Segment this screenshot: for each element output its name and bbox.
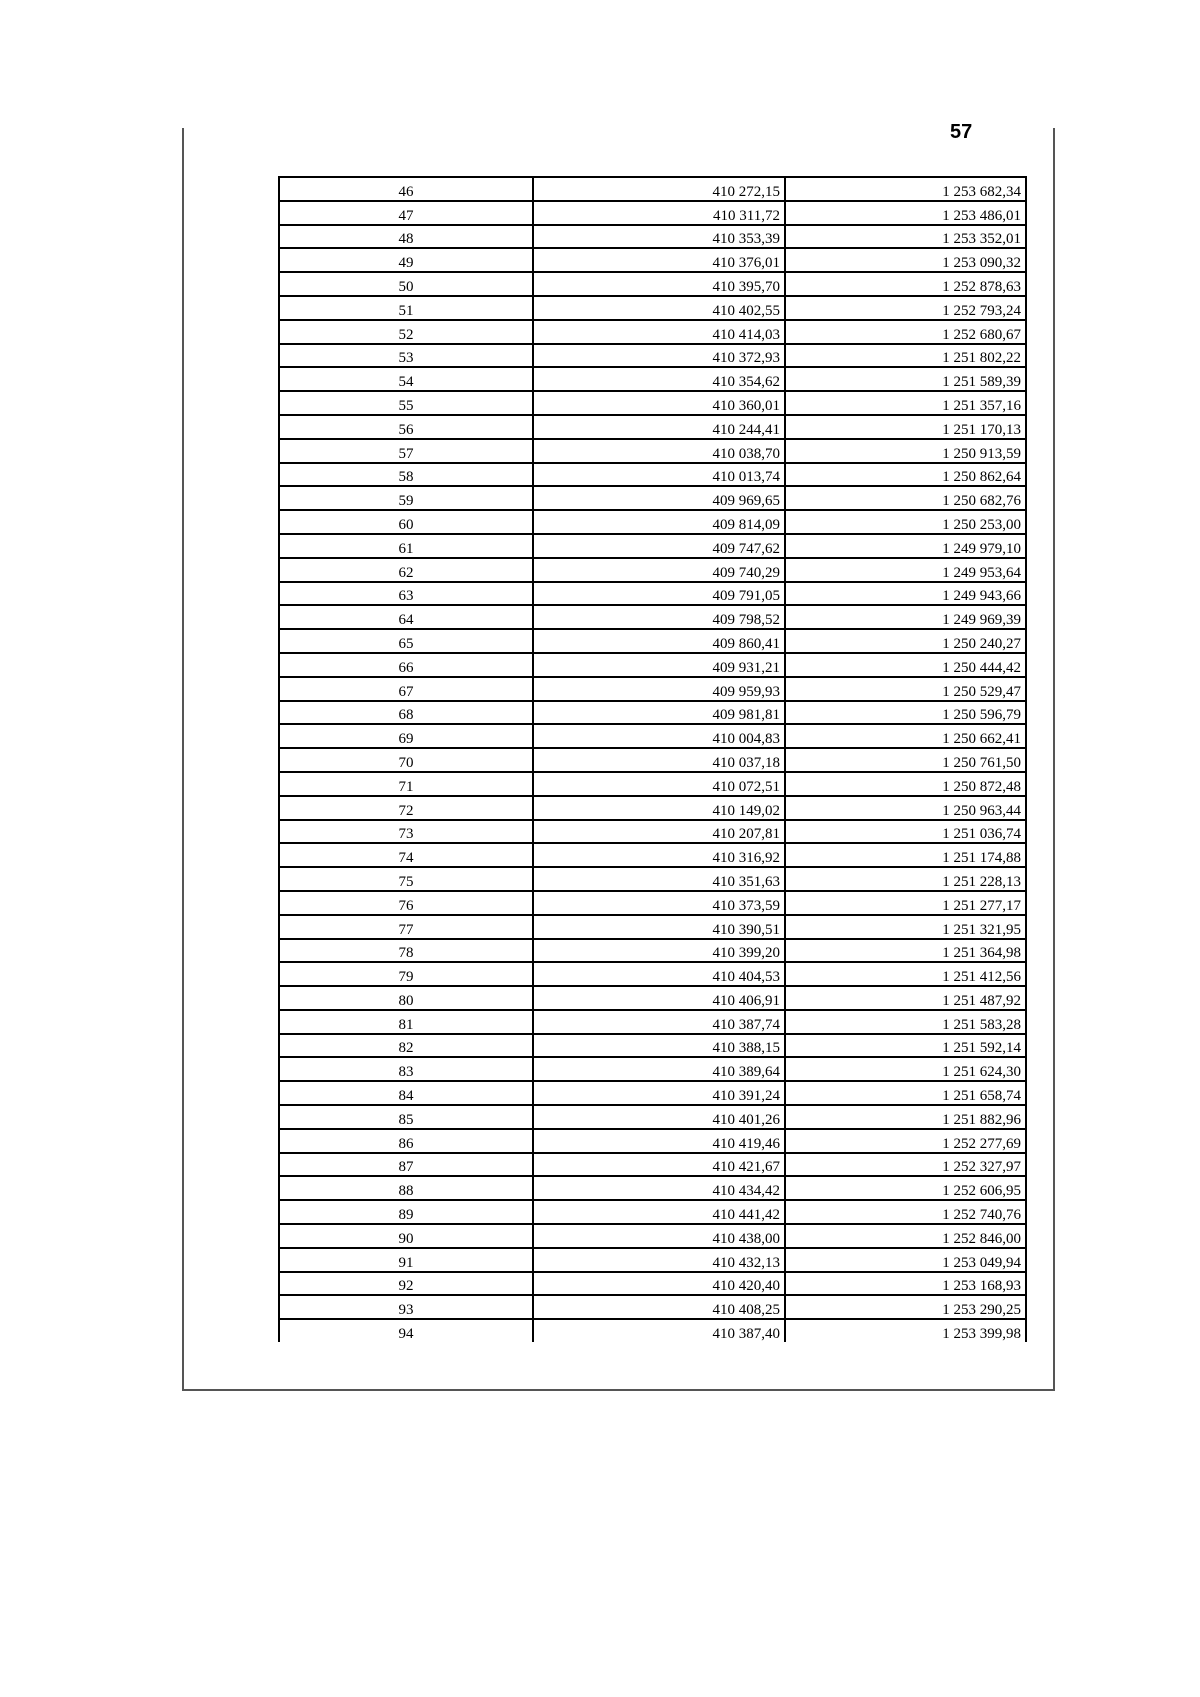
point-number-cell: 78 (279, 939, 533, 963)
point-number-cell: 48 (279, 225, 533, 249)
point-number-cell: 67 (279, 677, 533, 701)
point-number-cell: 87 (279, 1153, 533, 1177)
x-coordinate-cell: 410 419,46 (533, 1129, 785, 1153)
x-coordinate-cell: 409 740,29 (533, 558, 785, 582)
point-number-cell: 46 (279, 177, 533, 201)
point-number-cell: 64 (279, 605, 533, 629)
y-coordinate-cell: 1 252 277,69 (785, 1129, 1026, 1153)
point-number-cell: 88 (279, 1176, 533, 1200)
x-coordinate-cell: 410 037,18 (533, 748, 785, 772)
point-number-cell: 62 (279, 558, 533, 582)
x-coordinate-cell: 410 432,13 (533, 1248, 785, 1272)
x-coordinate-cell: 410 387,74 (533, 1010, 785, 1034)
y-coordinate-cell: 1 249 979,10 (785, 534, 1026, 558)
y-coordinate-cell: 1 251 802,22 (785, 344, 1026, 368)
table-row (279, 1272, 1026, 1296)
coordinates-table (278, 176, 1027, 1342)
table-row (279, 915, 1026, 939)
table-row (279, 748, 1026, 772)
table-row (279, 1105, 1026, 1129)
x-coordinate-cell: 410 004,83 (533, 724, 785, 748)
table-row (279, 391, 1026, 415)
y-coordinate-cell: 1 253 168,93 (785, 1272, 1026, 1296)
x-coordinate-cell: 409 814,09 (533, 510, 785, 534)
x-coordinate-cell: 410 395,70 (533, 272, 785, 296)
y-coordinate-cell: 1 253 399,98 (785, 1319, 1026, 1342)
y-coordinate-cell: 1 250 240,27 (785, 629, 1026, 653)
y-coordinate-cell: 1 251 624,30 (785, 1057, 1026, 1081)
y-coordinate-cell: 1 250 913,59 (785, 439, 1026, 463)
point-number-cell: 56 (279, 415, 533, 439)
table-row (279, 1200, 1026, 1224)
y-coordinate-cell: 1 251 228,13 (785, 867, 1026, 891)
x-coordinate-cell: 410 013,74 (533, 463, 785, 487)
y-coordinate-cell: 1 253 290,25 (785, 1295, 1026, 1319)
table-row (279, 701, 1026, 725)
point-number-cell: 85 (279, 1105, 533, 1129)
point-number-cell: 47 (279, 201, 533, 225)
y-coordinate-cell: 1 251 170,13 (785, 415, 1026, 439)
table-row (279, 534, 1026, 558)
table-row (279, 248, 1026, 272)
x-coordinate-cell: 410 149,02 (533, 796, 785, 820)
point-number-cell: 90 (279, 1224, 533, 1248)
y-coordinate-cell: 1 252 606,95 (785, 1176, 1026, 1200)
x-coordinate-cell: 410 372,93 (533, 344, 785, 368)
y-coordinate-cell: 1 250 862,64 (785, 463, 1026, 487)
table-row (279, 582, 1026, 606)
table-row (279, 1129, 1026, 1153)
y-coordinate-cell: 1 250 872,48 (785, 772, 1026, 796)
table-row (279, 225, 1026, 249)
y-coordinate-cell: 1 250 682,76 (785, 486, 1026, 510)
x-coordinate-cell: 410 072,51 (533, 772, 785, 796)
point-number-cell: 69 (279, 724, 533, 748)
table-row (279, 820, 1026, 844)
y-coordinate-cell: 1 252 846,00 (785, 1224, 1026, 1248)
x-coordinate-cell: 410 272,15 (533, 177, 785, 201)
x-coordinate-cell: 410 408,25 (533, 1295, 785, 1319)
x-coordinate-cell: 409 860,41 (533, 629, 785, 653)
y-coordinate-cell: 1 251 487,92 (785, 986, 1026, 1010)
x-coordinate-cell: 409 747,62 (533, 534, 785, 558)
point-number-cell: 66 (279, 653, 533, 677)
y-coordinate-cell: 1 253 090,32 (785, 248, 1026, 272)
table-row (279, 1153, 1026, 1177)
y-coordinate-cell: 1 251 174,88 (785, 843, 1026, 867)
x-coordinate-cell: 410 353,39 (533, 225, 785, 249)
x-coordinate-cell: 410 434,42 (533, 1176, 785, 1200)
table-row (279, 486, 1026, 510)
x-coordinate-cell: 409 791,05 (533, 582, 785, 606)
point-number-cell: 89 (279, 1200, 533, 1224)
point-number-cell: 81 (279, 1010, 533, 1034)
x-coordinate-cell: 410 391,24 (533, 1081, 785, 1105)
table-row (279, 1010, 1026, 1034)
y-coordinate-cell: 1 253 049,94 (785, 1248, 1026, 1272)
point-number-cell: 86 (279, 1129, 533, 1153)
y-coordinate-cell: 1 253 682,34 (785, 177, 1026, 201)
x-coordinate-cell: 410 373,59 (533, 891, 785, 915)
x-coordinate-cell: 410 406,91 (533, 986, 785, 1010)
coordinates-table-body (279, 177, 1026, 1342)
y-coordinate-cell: 1 251 882,96 (785, 1105, 1026, 1129)
x-coordinate-cell: 410 376,01 (533, 248, 785, 272)
point-number-cell: 94 (279, 1319, 533, 1342)
y-coordinate-cell: 1 253 352,01 (785, 225, 1026, 249)
y-coordinate-cell: 1 252 740,76 (785, 1200, 1026, 1224)
point-number-cell: 70 (279, 748, 533, 772)
table-row (279, 415, 1026, 439)
table-row (279, 272, 1026, 296)
point-number-cell: 79 (279, 962, 533, 986)
point-number-cell: 61 (279, 534, 533, 558)
point-number-cell: 51 (279, 296, 533, 320)
table-row (279, 510, 1026, 534)
table-row (279, 867, 1026, 891)
point-number-cell: 92 (279, 1272, 533, 1296)
point-number-cell: 82 (279, 1034, 533, 1058)
y-coordinate-cell: 1 251 321,95 (785, 915, 1026, 939)
y-coordinate-cell: 1 251 357,16 (785, 391, 1026, 415)
point-number-cell: 49 (279, 248, 533, 272)
x-coordinate-cell: 410 402,55 (533, 296, 785, 320)
y-coordinate-cell: 1 252 793,24 (785, 296, 1026, 320)
table-row (279, 177, 1026, 201)
x-coordinate-cell: 409 981,81 (533, 701, 785, 725)
point-number-cell: 50 (279, 272, 533, 296)
y-coordinate-cell: 1 252 878,63 (785, 272, 1026, 296)
point-number-cell: 57 (279, 439, 533, 463)
y-coordinate-cell: 1 251 589,39 (785, 367, 1026, 391)
point-number-cell: 71 (279, 772, 533, 796)
point-number-cell: 77 (279, 915, 533, 939)
x-coordinate-cell: 410 360,01 (533, 391, 785, 415)
y-coordinate-cell: 1 251 364,98 (785, 939, 1026, 963)
x-coordinate-cell: 410 420,40 (533, 1272, 785, 1296)
table-row (279, 772, 1026, 796)
table-row (279, 605, 1026, 629)
table-row (279, 201, 1026, 225)
x-coordinate-cell: 409 969,65 (533, 486, 785, 510)
point-number-cell: 91 (279, 1248, 533, 1272)
table-row (279, 320, 1026, 344)
table-row (279, 367, 1026, 391)
point-number-cell: 52 (279, 320, 533, 344)
y-coordinate-cell: 1 249 969,39 (785, 605, 1026, 629)
point-number-cell: 65 (279, 629, 533, 653)
y-coordinate-cell: 1 253 486,01 (785, 201, 1026, 225)
x-coordinate-cell: 410 390,51 (533, 915, 785, 939)
x-coordinate-cell: 410 351,63 (533, 867, 785, 891)
x-coordinate-cell: 410 401,26 (533, 1105, 785, 1129)
table-row (279, 962, 1026, 986)
y-coordinate-cell: 1 249 943,66 (785, 582, 1026, 606)
point-number-cell: 76 (279, 891, 533, 915)
x-coordinate-cell: 410 316,92 (533, 843, 785, 867)
point-number-cell: 63 (279, 582, 533, 606)
table-row (279, 296, 1026, 320)
y-coordinate-cell: 1 250 963,44 (785, 796, 1026, 820)
x-coordinate-cell: 410 399,20 (533, 939, 785, 963)
table-row (279, 1224, 1026, 1248)
table-row (279, 439, 1026, 463)
x-coordinate-cell: 409 931,21 (533, 653, 785, 677)
y-coordinate-cell: 1 250 529,47 (785, 677, 1026, 701)
x-coordinate-cell: 410 414,03 (533, 320, 785, 344)
y-coordinate-cell: 1 250 662,41 (785, 724, 1026, 748)
table-row (279, 986, 1026, 1010)
table-row (279, 939, 1026, 963)
table-row (279, 1248, 1026, 1272)
table-row (279, 558, 1026, 582)
x-coordinate-cell: 410 207,81 (533, 820, 785, 844)
point-number-cell: 53 (279, 344, 533, 368)
table-row (279, 1319, 1026, 1342)
point-number-cell: 75 (279, 867, 533, 891)
y-coordinate-cell: 1 252 327,97 (785, 1153, 1026, 1177)
y-coordinate-cell: 1 249 953,64 (785, 558, 1026, 582)
table-row (279, 677, 1026, 701)
table-row (279, 1034, 1026, 1058)
table-row (279, 344, 1026, 368)
x-coordinate-cell: 410 038,70 (533, 439, 785, 463)
x-coordinate-cell: 410 441,42 (533, 1200, 785, 1224)
x-coordinate-cell: 410 244,41 (533, 415, 785, 439)
point-number-cell: 84 (279, 1081, 533, 1105)
x-coordinate-cell: 410 387,40 (533, 1319, 785, 1342)
point-number-cell: 74 (279, 843, 533, 867)
y-coordinate-cell: 1 251 412,56 (785, 962, 1026, 986)
point-number-cell: 58 (279, 463, 533, 487)
y-coordinate-cell: 1 251 592,14 (785, 1034, 1026, 1058)
x-coordinate-cell: 410 389,64 (533, 1057, 785, 1081)
table-row (279, 1176, 1026, 1200)
x-coordinate-cell: 410 421,67 (533, 1153, 785, 1177)
y-coordinate-cell: 1 250 444,42 (785, 653, 1026, 677)
y-coordinate-cell: 1 251 583,28 (785, 1010, 1026, 1034)
point-number-cell: 80 (279, 986, 533, 1010)
point-number-cell: 54 (279, 367, 533, 391)
table-row (279, 463, 1026, 487)
table-row (279, 1057, 1026, 1081)
x-coordinate-cell: 410 311,72 (533, 201, 785, 225)
table-row (279, 796, 1026, 820)
x-coordinate-cell: 410 438,00 (533, 1224, 785, 1248)
point-number-cell: 73 (279, 820, 533, 844)
y-coordinate-cell: 1 250 761,50 (785, 748, 1026, 772)
y-coordinate-cell: 1 252 680,67 (785, 320, 1026, 344)
y-coordinate-cell: 1 251 658,74 (785, 1081, 1026, 1105)
x-coordinate-cell: 410 388,15 (533, 1034, 785, 1058)
point-number-cell: 59 (279, 486, 533, 510)
table-row (279, 629, 1026, 653)
point-number-cell: 60 (279, 510, 533, 534)
table-row (279, 1295, 1026, 1319)
y-coordinate-cell: 1 251 277,17 (785, 891, 1026, 915)
table-row (279, 1081, 1026, 1105)
x-coordinate-cell: 410 404,53 (533, 962, 785, 986)
x-coordinate-cell: 409 959,93 (533, 677, 785, 701)
y-coordinate-cell: 1 250 253,00 (785, 510, 1026, 534)
y-coordinate-cell: 1 250 596,79 (785, 701, 1026, 725)
point-number-cell: 93 (279, 1295, 533, 1319)
table-row (279, 653, 1026, 677)
point-number-cell: 68 (279, 701, 533, 725)
point-number-cell: 72 (279, 796, 533, 820)
table-row (279, 724, 1026, 748)
page-number: 57 (950, 121, 973, 143)
table-row (279, 843, 1026, 867)
table-row (279, 891, 1026, 915)
x-coordinate-cell: 410 354,62 (533, 367, 785, 391)
point-number-cell: 83 (279, 1057, 533, 1081)
point-number-cell: 55 (279, 391, 533, 415)
y-coordinate-cell: 1 251 036,74 (785, 820, 1026, 844)
x-coordinate-cell: 409 798,52 (533, 605, 785, 629)
